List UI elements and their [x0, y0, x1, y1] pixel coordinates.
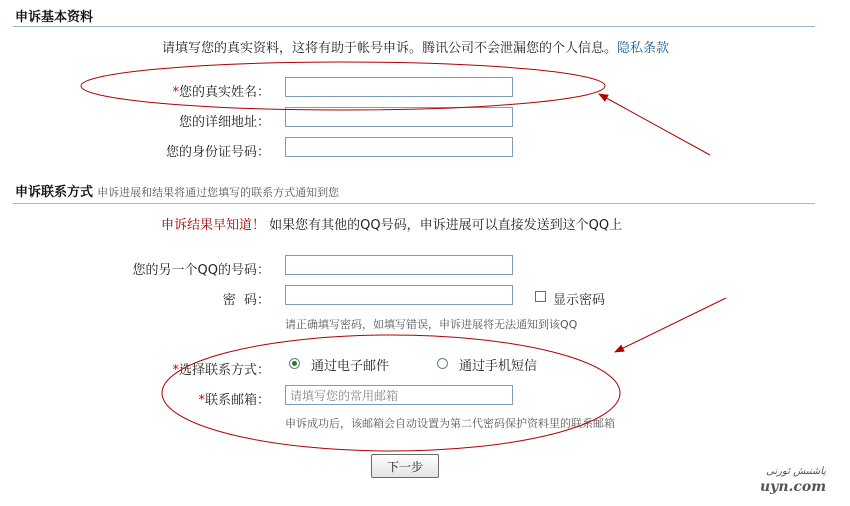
contact-email-field-label: *联系邮箱： — [198, 393, 270, 408]
required-mark: * — [172, 85, 179, 100]
id-number-label: 您的身份证号码： — [165, 145, 270, 160]
other-qq-label: 您的另一个QQ的号码： — [132, 263, 270, 278]
watermark-logo-top: ياشنىش ئورنى — [766, 466, 827, 477]
annotation-arrow-1 — [599, 94, 710, 155]
section-title-contact: 申诉联系方式 — [15, 185, 94, 200]
real-name-label: *您的真实姓名： — [172, 85, 270, 100]
highlight-ellipse-name — [81, 62, 605, 110]
annotation-arrow-2 — [615, 298, 726, 352]
next-step-button[interactable]: 下一步 — [371, 454, 439, 478]
contact-method-label: *选择联系方式： — [172, 363, 270, 378]
promo-text: 如果您有其他的QQ号码，申诉进展可以直接发送到这个QQ上 — [269, 218, 623, 233]
required-mark: * — [172, 363, 179, 378]
highlight-ellipse-contact — [162, 335, 620, 451]
show-password-label: 显示密码 — [553, 293, 606, 308]
watermark-logo: uyn.com — [760, 479, 827, 495]
intro-message: 请填写您的真实资料，这将有助于帐号申诉。腾讯公司不会泄漏您的个人信息。 — [162, 41, 618, 56]
qq-password-label: 密 码： — [222, 293, 270, 308]
address-label: 您的详细地址： — [178, 115, 270, 130]
section-title-basic-info: 申诉基本资料 — [15, 10, 94, 25]
privacy-link[interactable]: 隐私条款 — [617, 41, 670, 56]
contact-sms-label[interactable]: 通过手机短信 — [459, 359, 538, 374]
password-hint: 请正确填写密码，如填写错误，申诉进展将无法通知到该QQ — [285, 318, 578, 331]
contact-email-label[interactable]: 通过电子邮件 — [311, 359, 390, 374]
email-hint: 申诉成功后，该邮箱会自动设置为第二代密码保护资料里的联系邮箱 — [285, 417, 615, 430]
section-subtitle: 申诉进展和结果将通过您填写的联系方式通知到您 — [97, 186, 340, 199]
required-mark: * — [198, 393, 205, 408]
promo-mark: ！ — [252, 218, 266, 233]
promo-highlight: 申诉结果早知道 — [161, 218, 253, 233]
